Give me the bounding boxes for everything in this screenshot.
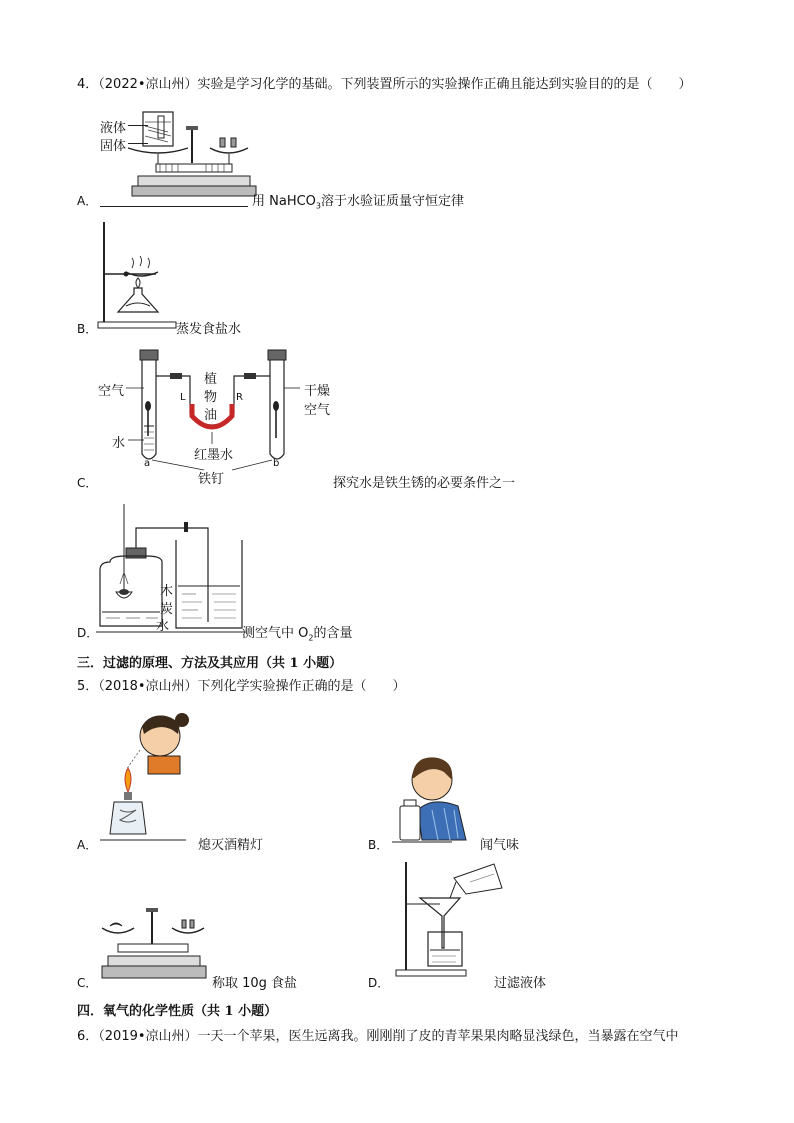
label-veg-oil-2: 物 bbox=[204, 390, 218, 405]
label-red-ink: 红墨水 bbox=[194, 448, 234, 463]
label-tube-b: b bbox=[273, 458, 280, 469]
question-text: 实验是学习化学的基础。下列装置所示的实验操作正确且能达到实验目的的是（ ） bbox=[197, 77, 692, 92]
section-heading-4: 四．氧气的化学性质（共 1 小题） bbox=[77, 1004, 278, 1019]
option-b-letter: B． bbox=[77, 322, 98, 336]
label-l: L bbox=[180, 392, 186, 403]
option-a-baseline bbox=[100, 206, 248, 207]
label-air: 空气 bbox=[98, 384, 125, 399]
question-6-stem: 6．（2019•凉山州）一天一个苹果，医生远离我。刚刚削了皮的青苹果果肉略显浅绿色，当暴露在空气中 bbox=[77, 1029, 679, 1044]
figure-smelling bbox=[392, 750, 470, 844]
question-4-stem bbox=[77, 76, 692, 94]
question-5-stem: 5．（2018•凉山州）下列化学实验操作正确的是（ ） bbox=[77, 679, 406, 694]
option-b-caption: 蒸发食盐水 bbox=[176, 322, 242, 337]
label-solid: 固体 bbox=[100, 139, 127, 154]
label-veg-oil-3: 油 bbox=[204, 408, 218, 423]
leader-line bbox=[128, 143, 148, 144]
label-water: 水 bbox=[156, 619, 170, 634]
q5-option-a-caption: 熄灭酒精灯 bbox=[198, 838, 264, 853]
q5-option-c-caption: 称取 10g 食盐 bbox=[212, 976, 298, 991]
q5-option-a-letter: A． bbox=[77, 838, 98, 852]
label-water: 水 bbox=[112, 436, 126, 451]
label-liquid: 液体 bbox=[100, 121, 127, 136]
option-a-letter: A． bbox=[77, 194, 98, 208]
option-d-letter: D． bbox=[77, 626, 99, 640]
q5-option-b-caption: 闻气味 bbox=[480, 838, 520, 853]
figure-filtration bbox=[394, 858, 504, 980]
option-c-letter: C． bbox=[77, 476, 98, 490]
option-c-caption: 探究水是铁生锈的必要条件之一 bbox=[333, 476, 516, 491]
option-a-caption: 用 NaHCO$_3$溶于水验证质量守恒定律 bbox=[252, 194, 465, 211]
label-dry-air-2: 空气 bbox=[304, 403, 331, 418]
label-veg-oil-1: 植 bbox=[204, 372, 218, 387]
label-charcoal-1: 木 bbox=[160, 584, 174, 599]
q5-option-d-letter: D． bbox=[368, 976, 390, 990]
label-iron-nail: 铁钉 bbox=[198, 472, 225, 487]
figure-weighing bbox=[98, 904, 208, 988]
q5-option-b-letter: B． bbox=[368, 838, 389, 852]
label-tube-a: a bbox=[144, 458, 151, 469]
section-heading-3: 三．过滤的原理、方法及其应用（共 1 小题） bbox=[77, 656, 343, 671]
label-charcoal-2: 炭 bbox=[160, 602, 174, 617]
question-number: 4． bbox=[77, 77, 99, 92]
figure-evaporation bbox=[96, 216, 176, 330]
label-dry-air-1: 干燥 bbox=[304, 384, 331, 399]
label-r: R bbox=[236, 392, 243, 403]
question-source: （2022•凉山州） bbox=[98, 77, 198, 92]
figure-blow-lamp bbox=[100, 706, 186, 850]
q5-option-d-caption: 过滤液体 bbox=[494, 976, 547, 991]
q5-option-c-letter: C． bbox=[77, 976, 98, 990]
option-d-caption: 测空气中 $O_2$的含量 bbox=[242, 626, 353, 643]
leader-line bbox=[128, 125, 148, 126]
